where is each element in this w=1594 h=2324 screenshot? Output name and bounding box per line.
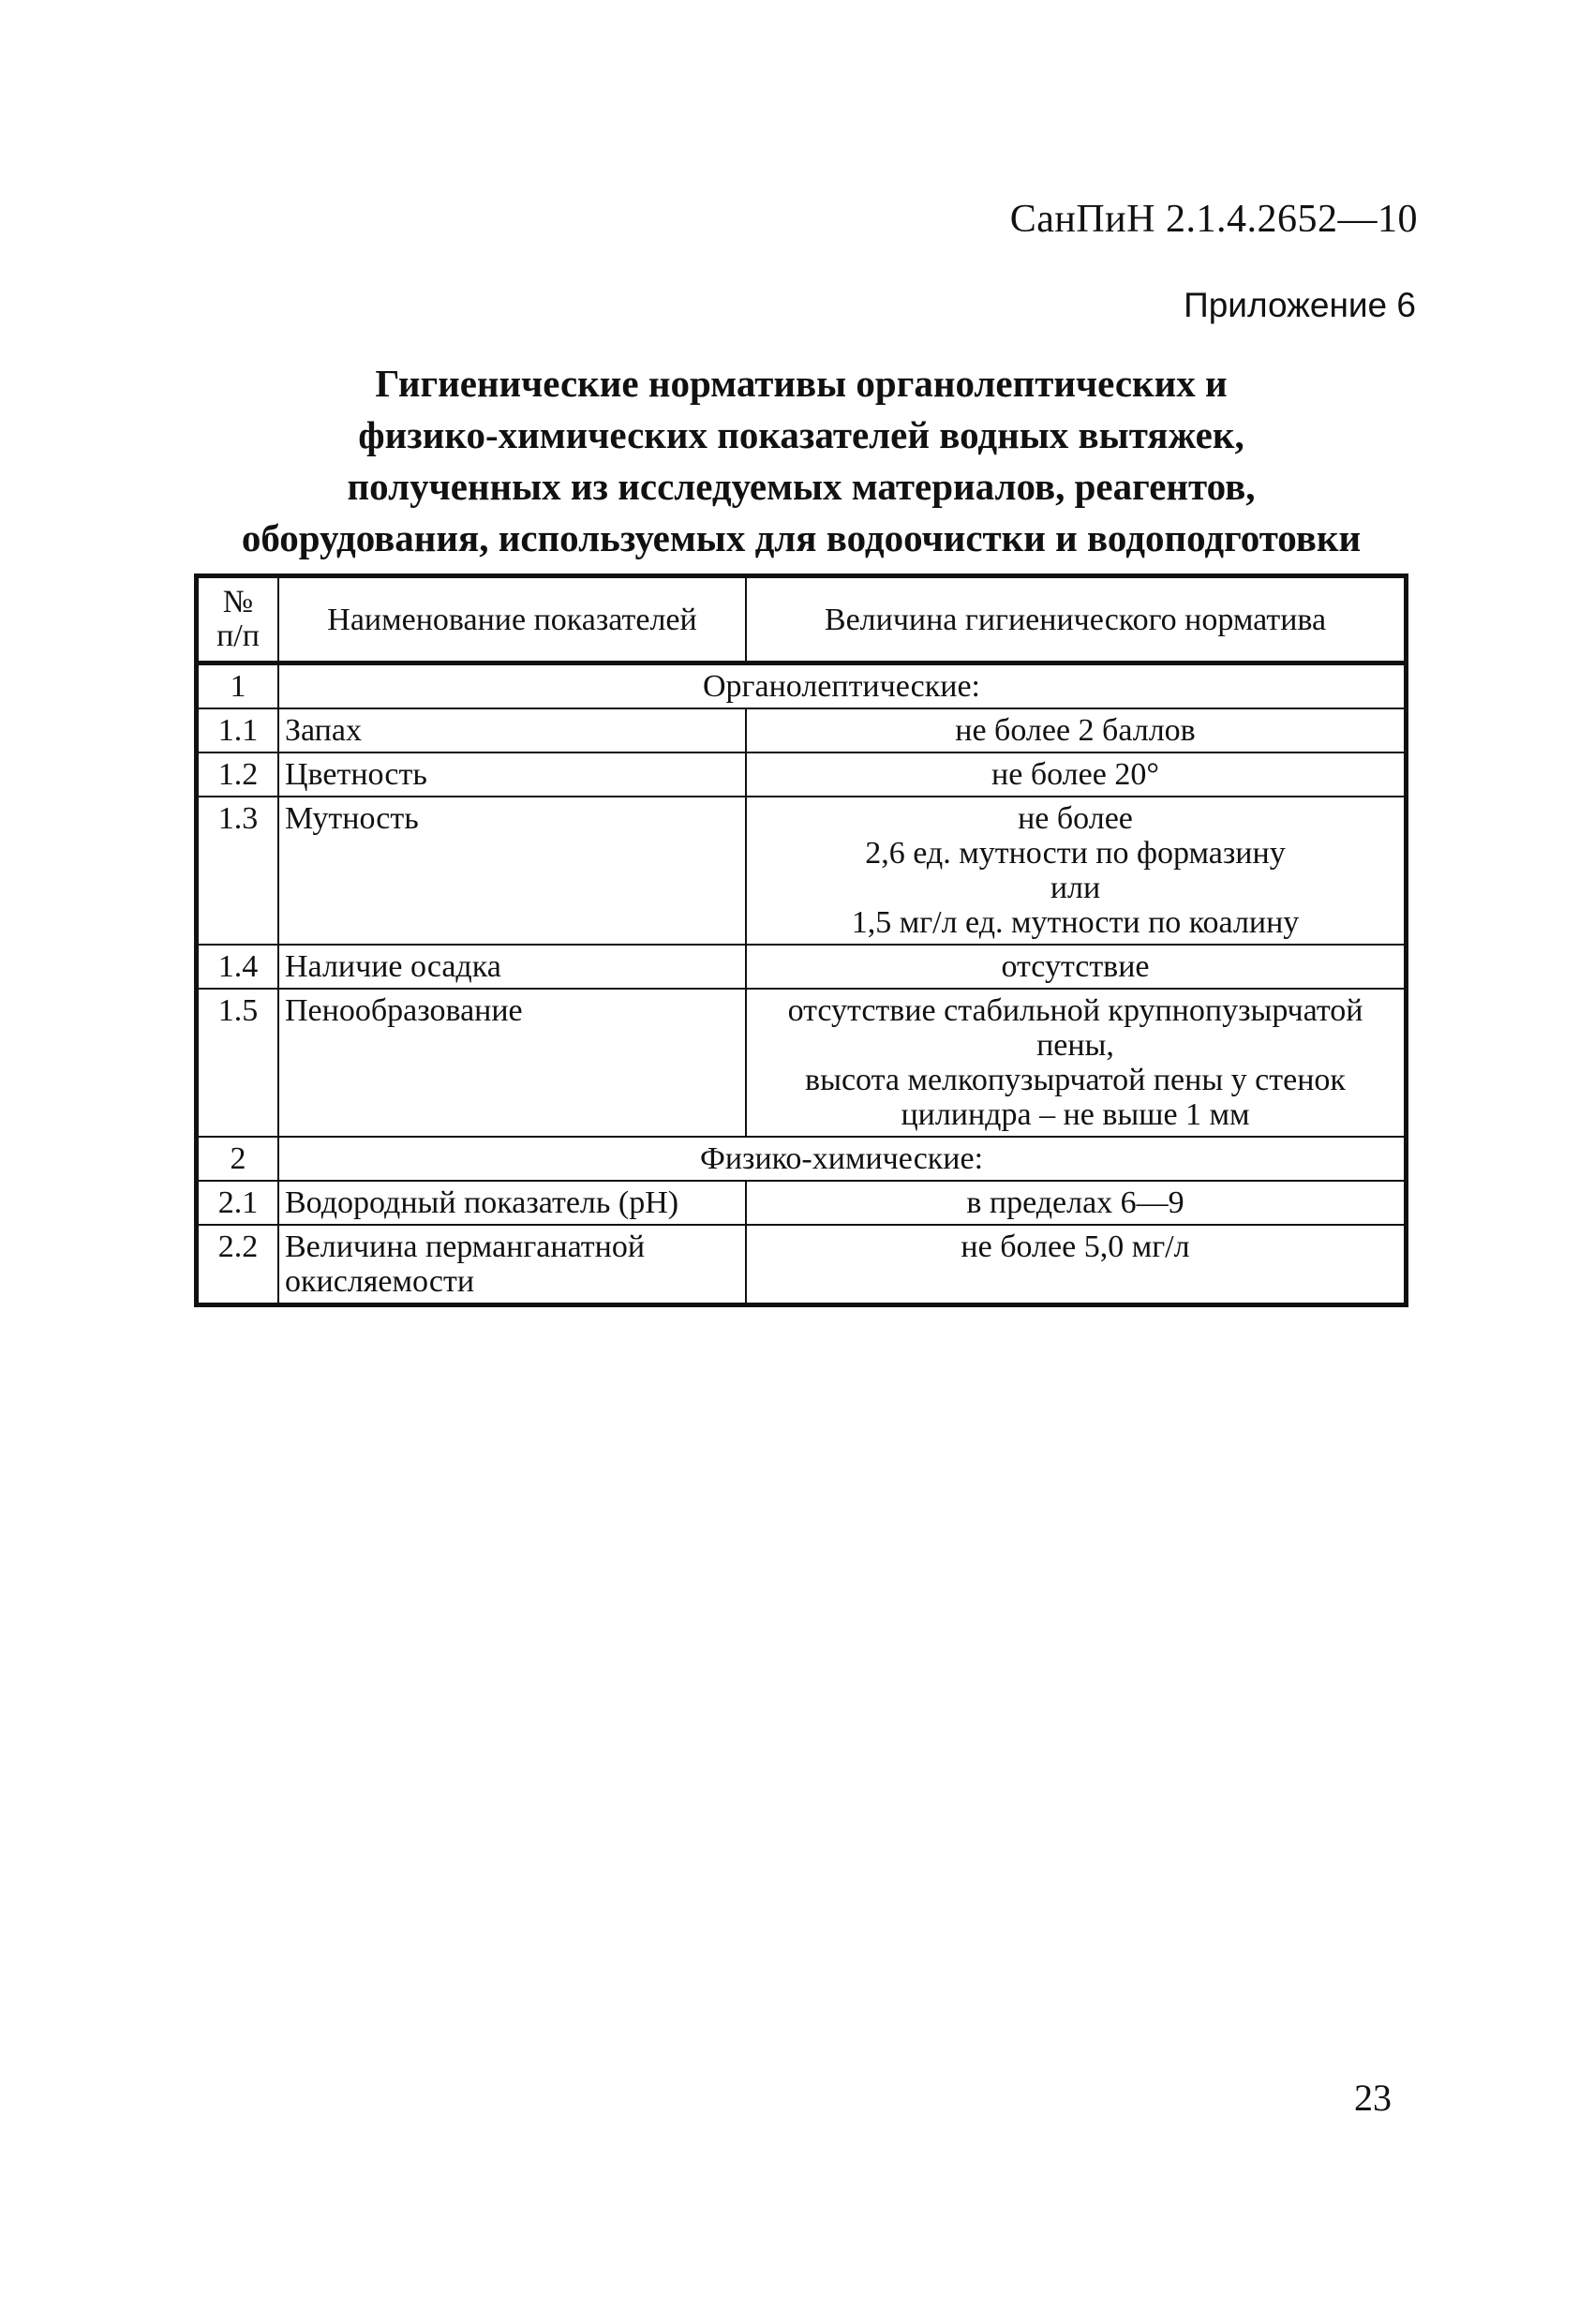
section-num: 1 [197,663,279,709]
section-title: Органолептические: [278,663,1407,709]
row-num: 1.4 [197,945,279,989]
norm-value-line: отсутствие стабильной крупнопузырчатой [787,993,1363,1028]
norm-value [746,752,1407,797]
norm-value [746,1225,1407,1305]
row-num: 2.1 [197,1181,279,1225]
indicator-name: Пенообразование [278,989,746,1137]
header-num-symbol: № [222,585,254,619]
norm-value-line: цилиндра – не выше 1 мм [901,1097,1250,1132]
section-row-organoleptic [197,663,1407,709]
row-num: 1.2 [197,752,279,797]
table-row [197,1181,1407,1225]
table-row [197,708,1407,752]
document-title [187,358,1415,564]
norm-value-line: не более 2 баллов [955,713,1196,748]
norm-value-line: высота мелкопузырчатой пены у стенок [805,1063,1346,1097]
norm-value-line: 1,5 мг/л ед. мутности по коалину [851,905,1300,940]
table-row [197,989,1407,1137]
title-line: оборудования, используемых для водоочистки и водоподготовки [241,516,1362,559]
header-num-abbrev: п/п [216,618,260,653]
norm-value [746,797,1407,945]
norm-value-line: в пределах 6—9 [966,1185,1184,1220]
norm-value-line: 2,6 ед. мутности по формазину [865,836,1286,871]
norm-value-line: отсутствие [1001,949,1150,984]
title-line: физико-химических показателей водных вытяжек, [358,413,1244,456]
table-row [197,945,1407,989]
appendix-label: Приложение 6 [1184,286,1416,324]
indicator-name [278,1225,746,1305]
norm-value-line: пены, [1036,1028,1114,1063]
row-num: 1.3 [197,797,279,945]
table-header-row [197,576,1407,663]
hygienic-norms-table [194,574,1408,1307]
norm-value-line: или [1050,871,1101,905]
indicator-name: Цветность [278,752,746,797]
indicator-name-line: Величина перманганатной [285,1229,646,1264]
row-num: 2.2 [197,1225,279,1305]
title-line: полученных из исследуемых материалов, реагентов, [347,465,1256,508]
section-num: 2 [197,1137,279,1181]
row-num: 1.1 [197,708,279,752]
document-code: СанПиН 2.1.4.2652—10 [1009,198,1418,241]
norm-value-line: не более [1018,801,1133,836]
header-name-cell: Наименование показателей [278,576,746,663]
norm-value-line: не более 5,0 мг/л [961,1229,1190,1264]
page-number: 23 [1354,2077,1392,2119]
indicator-name-line: окисляемости [285,1264,475,1299]
norm-value [746,989,1407,1137]
indicator-name: Водородный показатель (pH) [278,1181,746,1225]
table-row [197,797,1407,945]
row-num: 1.5 [197,989,279,1137]
title-line: Гигиенические нормативы органолептических и [375,362,1228,405]
table-row [197,752,1407,797]
indicator-name: Запах [278,708,746,752]
indicator-name: Наличие осадка [278,945,746,989]
norm-value [746,708,1407,752]
section-title: Физико-химические: [278,1137,1407,1181]
table-row [197,1225,1407,1305]
header-num-cell [197,576,279,663]
norm-value-line: не более 20° [991,757,1159,792]
norm-value [746,1181,1407,1225]
header-value-cell: Величина гигиенического норматива [746,576,1407,663]
indicator-name: Мутность [278,797,746,945]
norm-value [746,945,1407,989]
section-row-physicochemical [197,1137,1407,1181]
